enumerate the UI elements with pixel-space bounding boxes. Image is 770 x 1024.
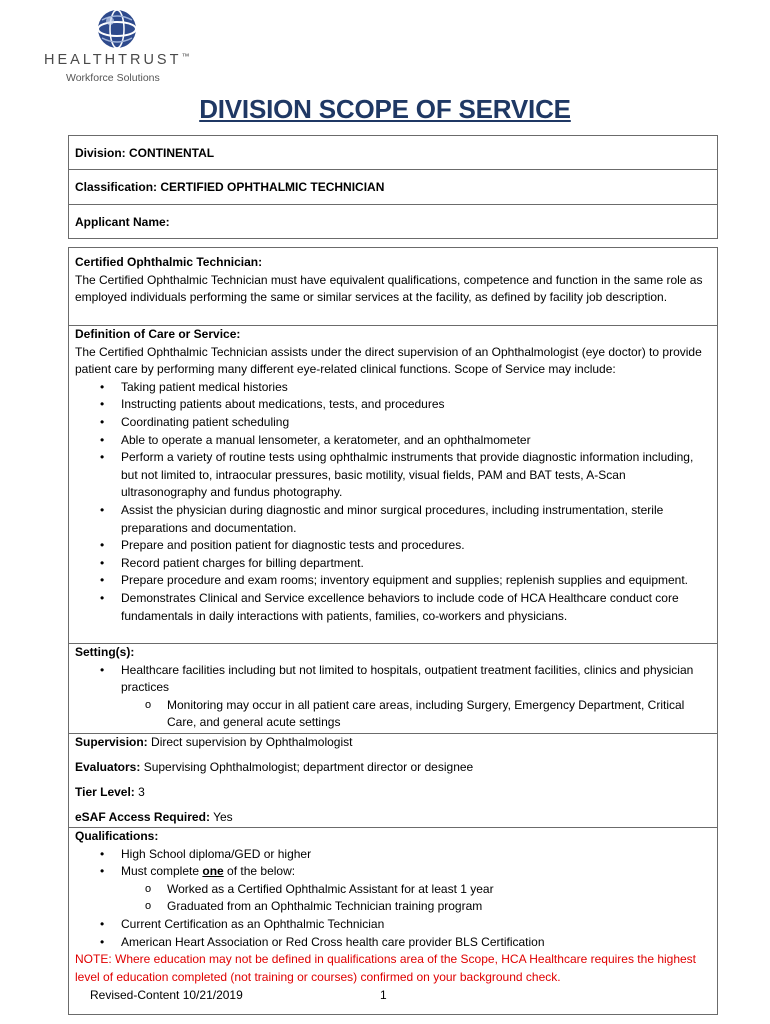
classification-row: Classification: CERTIFIED OPHTHALMIC TECHNICIAN	[69, 170, 717, 205]
sub-list-item: o Worked as a Certified Ophthalmic Assistant for at least 1 year	[75, 881, 711, 899]
settings-list	[75, 662, 711, 732]
definition-heading: Definition of Care or Service:	[75, 327, 241, 341]
revised-date: Revised-Content 10/21/2019	[90, 988, 243, 1002]
list-item: • High School diploma/GED or higher	[75, 846, 711, 864]
list-item: • Must complete one of the below:	[75, 863, 711, 881]
applicant-name-row: Applicant Name:	[75, 215, 170, 229]
page-number: 1	[380, 988, 387, 1002]
sub-list-item: o Monitoring may occur in all patient care areas, including Surgery, Emergency Department, Critical Care, and general acute settings	[75, 697, 711, 732]
logo-wordmark: HEALTHTRUST™	[44, 52, 193, 68]
esaf-field: eSAF Access Required: Yes	[75, 810, 233, 825]
division-row: Division: CONTINENTAL	[69, 136, 717, 170]
list-item: • Able to operate a manual lensometer, a keratometer, and an ophthalmometer	[75, 432, 711, 450]
tier-level-field: Tier Level: 3	[75, 785, 145, 800]
header-fields-table	[68, 135, 718, 239]
list-item: • Demonstrates Clinical and Service excellence behaviors to include code of HCA Healthcare conduct core fundamentals in daily interactions with patients, families, co-workers and physicians.	[75, 590, 711, 625]
qualifications-heading: Qualifications:	[75, 829, 159, 843]
supervision-field: Supervision: Direct supervision by Ophthalmologist	[75, 735, 353, 749]
settings-heading: Setting(s):	[75, 645, 135, 659]
details-section	[69, 734, 717, 828]
cot-section	[69, 254, 717, 326]
definition-body: The Certified Ophthalmic Technician assists under the direct supervision of an Ophthalmologist (eye doctor) to provide patient care by performing many different eye-related clinical functions. Scope of Service may include:	[75, 344, 702, 377]
education-note: NOTE: Where education may not be defined in qualifications area of the Scope, HCA Healthcare requires the highest level of education completed (not training or courses) confirmed on your background check.	[75, 952, 697, 984]
scope-table	[68, 247, 718, 1015]
list-item: • Healthcare facilities including but not limited to hospitals, outpatient treatment facilities, clinics and physician practices	[75, 662, 711, 697]
list-item: • Prepare procedure and exam rooms; inventory equipment and supplies; replenish supplies and equipment.	[75, 572, 711, 590]
list-item: • Coordinating patient scheduling	[75, 414, 711, 432]
list-item: • Taking patient medical histories	[75, 379, 711, 397]
qualifications-list	[75, 846, 711, 952]
list-item: • Assist the physician during diagnostic and minor surgical procedures, including instrumentation, sterile preparations and documentation.	[75, 502, 711, 537]
list-item: • Record patient charges for billing department.	[75, 555, 711, 573]
list-item: • Instructing patients about medications, tests, and procedures	[75, 396, 711, 414]
evaluators-field: Evaluators: Supervising Ophthalmologist; department director or designee	[75, 760, 474, 775]
page-title: DIVISION SCOPE OF SERVICE	[199, 94, 571, 124]
list-item: • Perform a variety of routine tests using ophthalmic instruments that provide diagnostic information including, but not limited to, intraocular pressures, basic motility, visual fields, PAM and BAT tests, A-Scan ultrasonography and fundus photography.	[75, 449, 711, 502]
list-item: • Prepare and position patient for diagnostic tests and procedures.	[75, 537, 711, 555]
globe-icon	[96, 8, 138, 50]
logo-subtitle: Workforce Solutions	[66, 72, 160, 84]
definition-section	[69, 326, 717, 644]
definition-list	[75, 379, 711, 625]
list-item: • American Heart Association or Red Cross health care provider BLS Certification	[75, 934, 711, 952]
sub-list-item: o Graduated from an Ophthalmic Technician training program	[75, 898, 711, 916]
healthtrust-logo	[40, 8, 200, 88]
list-item: • Current Certification as an Ophthalmic Technician	[75, 916, 711, 934]
settings-section	[69, 644, 717, 734]
cot-heading: Certified Ophthalmic Technician:	[75, 255, 263, 269]
cot-body: The Certified Ophthalmic Technician must have equivalent qualifications, competence and function in the same role as employed individuals performing the same or similar services at the facility, as defined by facility job description.	[75, 272, 703, 305]
